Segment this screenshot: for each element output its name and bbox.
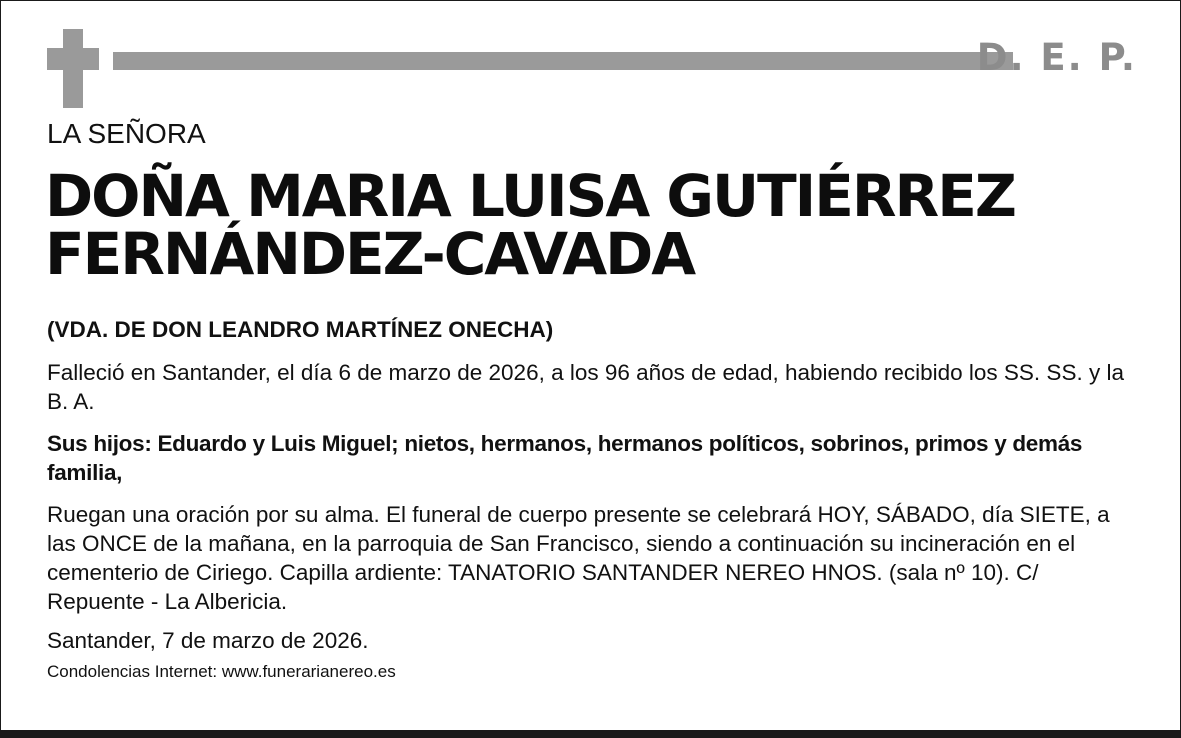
death-notice: Falleció en Santander, el día 6 de marzo de 2026, a los 96 años de edad, habiendo recibido los SS. SS. y la B. A.	[47, 360, 1124, 414]
cross-horizontal-bar	[47, 48, 99, 70]
dep-label: D. E. P.	[976, 36, 1137, 79]
funeral-details: Ruegan una oración por su alma. El funeral de cuerpo presente se celebrará HOY, SÁBADO, día SIETE, a las ONCE de la mañana, en la parroquia de San Francisco, siendo a continuación su incineración en el cementerio de Ciriego. Capilla ardiente: TANATORIO SANTANDER NEREO HNOS. (sala nº 10). C/ Repuente - La Albericia.	[47, 502, 1110, 614]
family-list: Sus hijos: Eduardo y Luis Miguel; nietos, hermanos, hermanos políticos, sobrinos, primos y demás familia,	[47, 431, 1083, 485]
place-date: Santander, 7 de marzo de 2026.	[47, 628, 369, 653]
name-line-1: DOÑA MARIA LUISA GUTIÉRREZ	[45, 162, 1015, 230]
name-line-2: FERNÁNDEZ-CAVADA	[45, 220, 695, 288]
header-rule	[113, 52, 1013, 70]
widow-of: (VDA. DE DON LEANDRO MARTÍNEZ ONECHA)	[47, 317, 554, 342]
condolences-link[interactable]: Condolencias Internet: www.funerarianereo.es	[47, 662, 396, 681]
deceased-name	[45, 162, 1145, 288]
intro-label: LA SEÑORA	[47, 118, 206, 149]
